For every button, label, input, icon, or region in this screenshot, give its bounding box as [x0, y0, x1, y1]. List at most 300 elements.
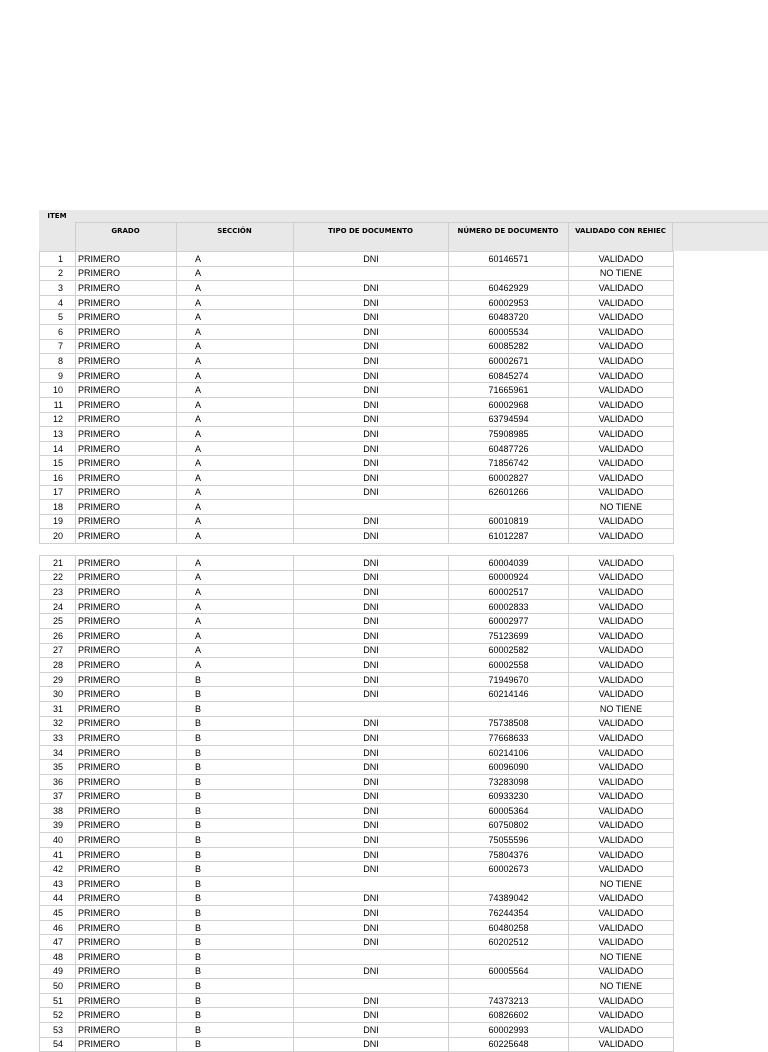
grado-cell: PRIMERO	[76, 339, 177, 354]
numero-documento-cell: 60487726	[449, 441, 569, 456]
item-cell: 50	[40, 979, 76, 994]
grado-cell: PRIMERO	[76, 397, 177, 412]
tipo-documento-cell: DNI	[294, 514, 449, 529]
numero-documento-cell: 74373213	[449, 993, 569, 1008]
table-row	[40, 818, 674, 833]
numero-documento-cell: 76244354	[449, 906, 569, 921]
header-grado: GRADO	[111, 227, 140, 235]
grado-cell: PRIMERO	[76, 1037, 177, 1052]
table-row	[40, 789, 674, 804]
numero-documento-cell: 60002993	[449, 1023, 569, 1038]
seccion-cell: B	[177, 950, 294, 965]
item-cell: 53	[40, 1023, 76, 1038]
grado-cell: PRIMERO	[76, 427, 177, 442]
seccion-cell: A	[177, 599, 294, 614]
numero-documento-cell: 75804376	[449, 847, 569, 862]
tipo-documento-cell: DNI	[294, 862, 449, 877]
grado-cell: PRIMERO	[76, 529, 177, 544]
student-table-block-1	[39, 251, 674, 544]
item-cell: 29	[40, 672, 76, 687]
table-row	[40, 485, 674, 500]
tipo-documento-cell: DNI	[294, 570, 449, 585]
item-cell: 42	[40, 862, 76, 877]
validado-cell: VALIDADO	[569, 774, 674, 789]
table-row	[40, 716, 674, 731]
numero-documento-cell: 71949670	[449, 672, 569, 687]
seccion-cell: A	[177, 500, 294, 515]
student-table-block-2	[39, 555, 674, 1052]
seccion-cell: B	[177, 891, 294, 906]
table-row	[40, 585, 674, 600]
numero-documento-cell: 77668633	[449, 731, 569, 746]
seccion-cell: A	[177, 397, 294, 412]
seccion-cell: A	[177, 281, 294, 296]
validado-cell: VALIDADO	[569, 1023, 674, 1038]
grado-cell: PRIMERO	[76, 1023, 177, 1038]
seccion-cell: A	[177, 658, 294, 673]
numero-documento-cell: 60750802	[449, 818, 569, 833]
tipo-documento-cell: DNI	[294, 993, 449, 1008]
item-cell: 37	[40, 789, 76, 804]
grado-cell: PRIMERO	[76, 252, 177, 267]
grado-cell: PRIMERO	[76, 847, 177, 862]
seccion-cell: B	[177, 745, 294, 760]
tipo-documento-cell	[294, 950, 449, 965]
seccion-cell: A	[177, 368, 294, 383]
validado-cell: VALIDADO	[569, 470, 674, 485]
numero-documento-cell: 60005564	[449, 964, 569, 979]
tipo-documento-cell: DNI	[294, 310, 449, 325]
validado-cell: VALIDADO	[569, 687, 674, 702]
item-cell: 38	[40, 804, 76, 819]
header-rule	[75, 222, 768, 223]
tipo-documento-cell: DNI	[294, 906, 449, 921]
table-row	[40, 599, 674, 614]
grado-cell: PRIMERO	[76, 628, 177, 643]
table-row	[40, 672, 674, 687]
grado-cell: PRIMERO	[76, 906, 177, 921]
table-row	[40, 745, 674, 760]
grado-cell: PRIMERO	[76, 672, 177, 687]
item-cell: 22	[40, 570, 76, 585]
validado-cell: VALIDADO	[569, 252, 674, 267]
grado-cell: PRIMERO	[76, 643, 177, 658]
tipo-documento-cell: DNI	[294, 456, 449, 471]
tipo-documento-cell: DNI	[294, 818, 449, 833]
tipo-documento-cell: DNI	[294, 614, 449, 629]
item-cell: 43	[40, 877, 76, 892]
seccion-cell: A	[177, 324, 294, 339]
seccion-cell: A	[177, 628, 294, 643]
validado-cell: VALIDADO	[569, 614, 674, 629]
grado-cell: PRIMERO	[76, 979, 177, 994]
grado-cell: PRIMERO	[76, 760, 177, 775]
numero-documento-cell	[449, 266, 569, 281]
table-row	[40, 614, 674, 629]
seccion-cell: B	[177, 979, 294, 994]
grado-cell: PRIMERO	[76, 441, 177, 456]
grado-cell: PRIMERO	[76, 556, 177, 571]
tipo-documento-cell: DNI	[294, 354, 449, 369]
grado-cell: PRIMERO	[76, 485, 177, 500]
seccion-cell: A	[177, 470, 294, 485]
item-cell: 45	[40, 906, 76, 921]
grado-cell: PRIMERO	[76, 585, 177, 600]
item-cell: 12	[40, 412, 76, 427]
validado-cell: VALIDADO	[569, 295, 674, 310]
numero-documento-cell: 60480258	[449, 920, 569, 935]
numero-documento-cell: 75908985	[449, 427, 569, 442]
seccion-cell: A	[177, 441, 294, 456]
tipo-documento-cell: DNI	[294, 397, 449, 412]
table-row	[40, 804, 674, 819]
seccion-cell: B	[177, 1037, 294, 1052]
tipo-documento-cell: DNI	[294, 643, 449, 658]
validado-cell: VALIDADO	[569, 964, 674, 979]
item-cell: 23	[40, 585, 76, 600]
seccion-cell: B	[177, 862, 294, 877]
item-cell: 3	[40, 281, 76, 296]
validado-cell: VALIDADO	[569, 906, 674, 921]
numero-documento-cell: 60483720	[449, 310, 569, 325]
seccion-cell: A	[177, 514, 294, 529]
seccion-cell: A	[177, 295, 294, 310]
validado-cell: VALIDADO	[569, 1008, 674, 1023]
seccion-cell: B	[177, 789, 294, 804]
item-cell: 14	[40, 441, 76, 456]
item-cell: 30	[40, 687, 76, 702]
numero-documento-cell: 60002517	[449, 585, 569, 600]
tipo-documento-cell: DNI	[294, 935, 449, 950]
seccion-cell: B	[177, 833, 294, 848]
validado-cell: VALIDADO	[569, 281, 674, 296]
validado-cell: VALIDADO	[569, 529, 674, 544]
numero-documento-cell: 60000924	[449, 570, 569, 585]
grado-cell: PRIMERO	[76, 500, 177, 515]
validado-cell: VALIDADO	[569, 804, 674, 819]
numero-documento-cell: 60002977	[449, 614, 569, 629]
table-row	[40, 979, 674, 994]
seccion-cell: A	[177, 339, 294, 354]
seccion-cell: B	[177, 687, 294, 702]
table-row	[40, 1037, 674, 1052]
validado-cell: VALIDADO	[569, 514, 674, 529]
tipo-documento-cell: DNI	[294, 672, 449, 687]
validado-cell: NO TIENE	[569, 950, 674, 965]
item-cell: 24	[40, 599, 76, 614]
tipo-documento-cell: DNI	[294, 1008, 449, 1023]
table-row	[40, 295, 674, 310]
tipo-documento-cell: DNI	[294, 281, 449, 296]
grado-cell: PRIMERO	[76, 804, 177, 819]
validado-cell: VALIDADO	[569, 310, 674, 325]
tipo-documento-cell	[294, 701, 449, 716]
item-cell: 15	[40, 456, 76, 471]
validado-cell: VALIDADO	[569, 847, 674, 862]
seccion-cell: B	[177, 1023, 294, 1038]
validado-cell: VALIDADO	[569, 920, 674, 935]
seccion-cell: A	[177, 252, 294, 267]
table-row	[40, 354, 674, 369]
item-cell: 7	[40, 339, 76, 354]
item-cell: 8	[40, 354, 76, 369]
tipo-documento-cell: DNI	[294, 441, 449, 456]
tipo-documento-cell: DNI	[294, 920, 449, 935]
seccion-cell: B	[177, 877, 294, 892]
numero-documento-cell: 60004039	[449, 556, 569, 571]
item-cell: 48	[40, 950, 76, 965]
numero-documento-cell	[449, 979, 569, 994]
grado-cell: PRIMERO	[76, 687, 177, 702]
numero-documento-cell: 71856742	[449, 456, 569, 471]
item-cell: 31	[40, 701, 76, 716]
header-item: ITEM	[47, 212, 67, 220]
table-row	[40, 397, 674, 412]
grado-cell: PRIMERO	[76, 774, 177, 789]
table-row	[40, 760, 674, 775]
tipo-documento-cell: DNI	[294, 383, 449, 398]
table-row	[40, 281, 674, 296]
item-cell: 36	[40, 774, 76, 789]
validado-cell: VALIDADO	[569, 1037, 674, 1052]
seccion-cell: A	[177, 485, 294, 500]
numero-documento-cell: 60214106	[449, 745, 569, 760]
table-row	[40, 891, 674, 906]
grado-cell: PRIMERO	[76, 310, 177, 325]
table-row	[40, 906, 674, 921]
validado-cell: VALIDADO	[569, 993, 674, 1008]
item-cell: 35	[40, 760, 76, 775]
validado-cell: VALIDADO	[569, 760, 674, 775]
tipo-documento-cell: DNI	[294, 804, 449, 819]
tipo-documento-cell: DNI	[294, 485, 449, 500]
validado-cell: VALIDADO	[569, 833, 674, 848]
grado-cell: PRIMERO	[76, 324, 177, 339]
validado-cell: VALIDADO	[569, 585, 674, 600]
item-cell: 47	[40, 935, 76, 950]
tipo-documento-cell: DNI	[294, 774, 449, 789]
item-cell: 1	[40, 252, 76, 267]
validado-cell: VALIDADO	[569, 324, 674, 339]
grado-cell: PRIMERO	[76, 295, 177, 310]
tipo-documento-cell: DNI	[294, 529, 449, 544]
numero-documento-cell: 60002833	[449, 599, 569, 614]
grado-cell: PRIMERO	[76, 514, 177, 529]
item-cell: 18	[40, 500, 76, 515]
validado-cell: VALIDADO	[569, 354, 674, 369]
item-cell: 46	[40, 920, 76, 935]
item-cell: 9	[40, 368, 76, 383]
tipo-documento-cell: DNI	[294, 585, 449, 600]
item-cell: 41	[40, 847, 76, 862]
grado-cell: PRIMERO	[76, 862, 177, 877]
seccion-cell: A	[177, 456, 294, 471]
numero-documento-cell: 60005534	[449, 324, 569, 339]
table-row	[40, 950, 674, 965]
item-cell: 51	[40, 993, 76, 1008]
item-cell: 10	[40, 383, 76, 398]
grado-cell: PRIMERO	[76, 368, 177, 383]
validado-cell: VALIDADO	[569, 745, 674, 760]
table-row	[40, 701, 674, 716]
item-cell: 39	[40, 818, 76, 833]
tipo-documento-cell: DNI	[294, 324, 449, 339]
table-row	[40, 993, 674, 1008]
table-row	[40, 529, 674, 544]
header-seccion: SECCIÓN	[217, 227, 252, 235]
item-cell: 32	[40, 716, 76, 731]
validado-cell: VALIDADO	[569, 672, 674, 687]
item-cell: 49	[40, 964, 76, 979]
validado-cell: VALIDADO	[569, 456, 674, 471]
table-row	[40, 687, 674, 702]
table-row	[40, 456, 674, 471]
tipo-documento-cell	[294, 266, 449, 281]
tipo-documento-cell: DNI	[294, 658, 449, 673]
tipo-documento-cell: DNI	[294, 412, 449, 427]
seccion-cell: B	[177, 964, 294, 979]
table-row	[40, 833, 674, 848]
grado-cell: PRIMERO	[76, 383, 177, 398]
validado-cell: VALIDADO	[569, 935, 674, 950]
item-cell: 4	[40, 295, 76, 310]
tipo-documento-cell: DNI	[294, 1023, 449, 1038]
item-cell: 17	[40, 485, 76, 500]
grado-cell: PRIMERO	[76, 570, 177, 585]
validado-cell: VALIDADO	[569, 427, 674, 442]
seccion-cell: B	[177, 847, 294, 862]
numero-documento-cell: 60462929	[449, 281, 569, 296]
validado-cell: VALIDADO	[569, 643, 674, 658]
seccion-cell: B	[177, 672, 294, 687]
numero-documento-cell	[449, 950, 569, 965]
tipo-documento-cell: DNI	[294, 833, 449, 848]
numero-documento-cell: 60933230	[449, 789, 569, 804]
seccion-cell: A	[177, 614, 294, 629]
seccion-cell: B	[177, 760, 294, 775]
grado-cell: PRIMERO	[76, 877, 177, 892]
item-cell: 28	[40, 658, 76, 673]
validado-cell: VALIDADO	[569, 599, 674, 614]
numero-documento-cell: 71665961	[449, 383, 569, 398]
numero-documento-cell: 60002968	[449, 397, 569, 412]
grado-cell: PRIMERO	[76, 470, 177, 485]
seccion-cell: B	[177, 804, 294, 819]
table-row	[40, 1008, 674, 1023]
validado-cell: VALIDADO	[569, 485, 674, 500]
seccion-cell: A	[177, 310, 294, 325]
numero-documento-cell	[449, 877, 569, 892]
table-row	[40, 920, 674, 935]
numero-documento-cell: 60002582	[449, 643, 569, 658]
tipo-documento-cell: DNI	[294, 847, 449, 862]
item-cell: 6	[40, 324, 76, 339]
seccion-cell: A	[177, 383, 294, 398]
item-cell: 26	[40, 628, 76, 643]
seccion-cell: B	[177, 935, 294, 950]
grado-cell: PRIMERO	[76, 354, 177, 369]
seccion-cell: A	[177, 529, 294, 544]
table-row	[40, 266, 674, 281]
validado-cell: VALIDADO	[569, 658, 674, 673]
table-row	[40, 877, 674, 892]
grado-cell: PRIMERO	[76, 412, 177, 427]
seccion-cell: B	[177, 906, 294, 921]
grado-cell: PRIMERO	[76, 935, 177, 950]
table-row	[40, 658, 674, 673]
item-cell: 27	[40, 643, 76, 658]
numero-documento-cell: 74389042	[449, 891, 569, 906]
tipo-documento-cell: DNI	[294, 628, 449, 643]
grado-cell: PRIMERO	[76, 891, 177, 906]
numero-documento-cell: 60085282	[449, 339, 569, 354]
numero-documento-cell: 75738508	[449, 716, 569, 731]
numero-documento-cell: 60002558	[449, 658, 569, 673]
table-row	[40, 935, 674, 950]
numero-documento-cell: 60002827	[449, 470, 569, 485]
numero-documento-cell: 73283098	[449, 774, 569, 789]
numero-documento-cell: 60202512	[449, 935, 569, 950]
numero-documento-cell: 75123699	[449, 628, 569, 643]
seccion-cell: A	[177, 354, 294, 369]
tipo-documento-cell: DNI	[294, 368, 449, 383]
grado-cell: PRIMERO	[76, 964, 177, 979]
grado-cell: PRIMERO	[76, 266, 177, 281]
table-row	[40, 310, 674, 325]
validado-cell: VALIDADO	[569, 862, 674, 877]
numero-documento-cell: 60010819	[449, 514, 569, 529]
validado-cell: VALIDADO	[569, 818, 674, 833]
grado-cell: PRIMERO	[76, 950, 177, 965]
tipo-documento-cell: DNI	[294, 339, 449, 354]
grado-cell: PRIMERO	[76, 281, 177, 296]
seccion-cell: A	[177, 412, 294, 427]
tipo-documento-cell: DNI	[294, 745, 449, 760]
validado-cell: VALIDADO	[569, 383, 674, 398]
item-cell: 2	[40, 266, 76, 281]
tipo-documento-cell: DNI	[294, 556, 449, 571]
tipo-documento-cell: DNI	[294, 295, 449, 310]
numero-documento-cell: 60214146	[449, 687, 569, 702]
validado-cell: VALIDADO	[569, 891, 674, 906]
numero-documento-cell: 60146571	[449, 252, 569, 267]
validado-cell: VALIDADO	[569, 397, 674, 412]
item-cell: 16	[40, 470, 76, 485]
validado-cell: VALIDADO	[569, 339, 674, 354]
grado-cell: PRIMERO	[76, 731, 177, 746]
numero-documento-cell: 60096090	[449, 760, 569, 775]
seccion-cell: B	[177, 731, 294, 746]
numero-documento-cell: 61012287	[449, 529, 569, 544]
table-row	[40, 383, 674, 398]
table-row	[40, 570, 674, 585]
validado-cell: NO TIENE	[569, 701, 674, 716]
tipo-documento-cell: DNI	[294, 599, 449, 614]
numero-documento-cell: 60002671	[449, 354, 569, 369]
tipo-documento-cell: DNI	[294, 964, 449, 979]
table-row	[40, 427, 674, 442]
item-cell: 44	[40, 891, 76, 906]
validado-cell: VALIDADO	[569, 412, 674, 427]
seccion-cell: A	[177, 427, 294, 442]
validado-cell: VALIDADO	[569, 716, 674, 731]
tipo-documento-cell: DNI	[294, 731, 449, 746]
tipo-documento-cell: DNI	[294, 716, 449, 731]
grado-cell: PRIMERO	[76, 456, 177, 471]
tipo-documento-cell	[294, 979, 449, 994]
numero-documento-cell: 60826602	[449, 1008, 569, 1023]
numero-documento-cell: 60005364	[449, 804, 569, 819]
